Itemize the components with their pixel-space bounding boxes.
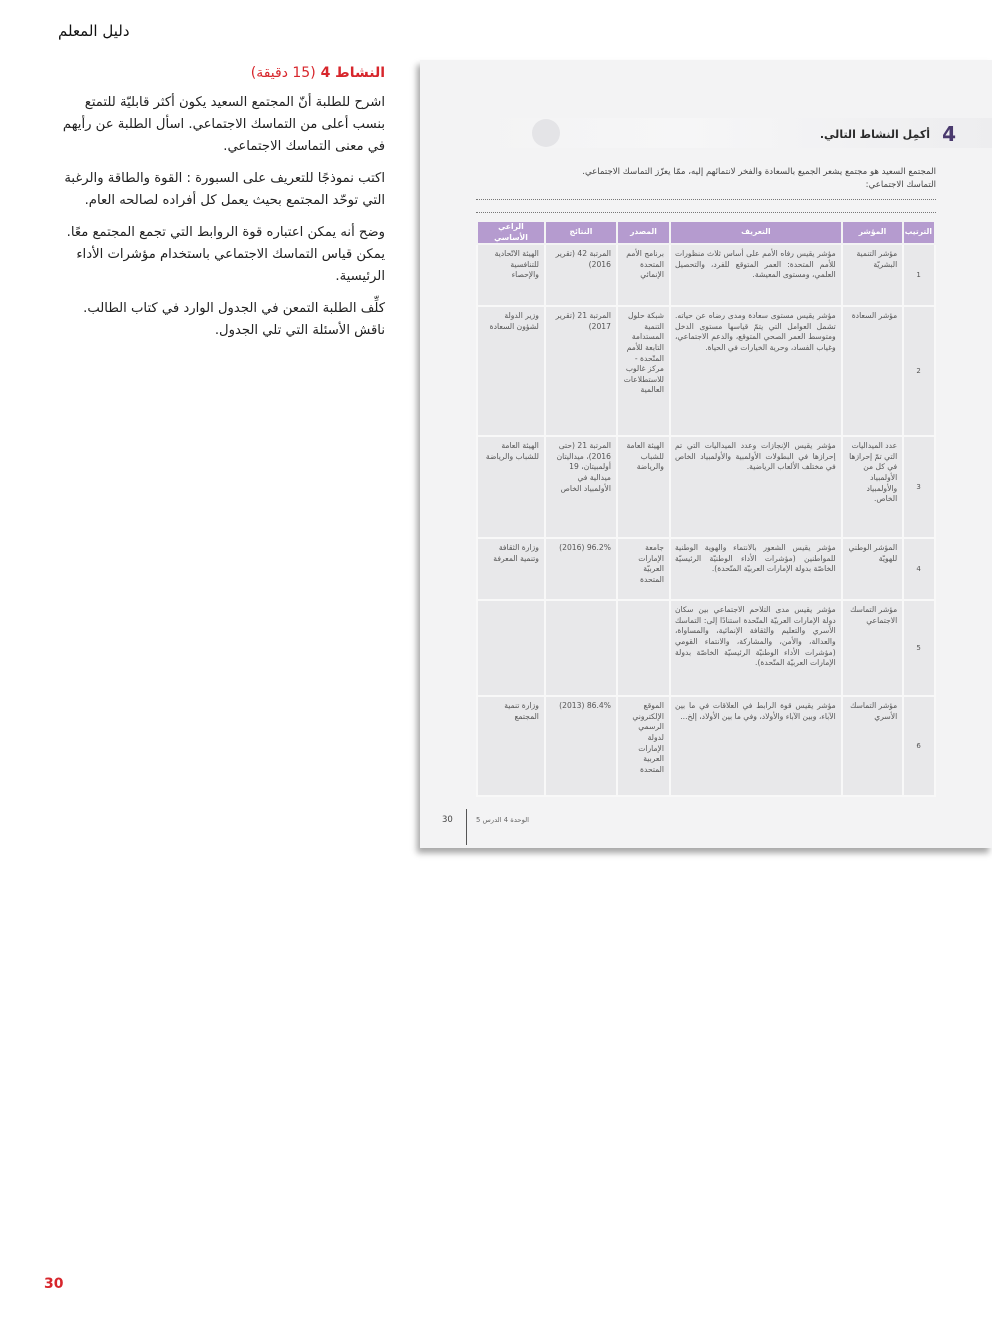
cell-definition: مؤشر يقيس مستوى سعادة ومدى رضاه عن حياته. تشمل العوامل التي يتمّ قياسها مستوى الدخل ومتوسط العمر الصحي المتوقع، والدعم الاجتماعي، وغياب الفساد، وحرية الخيارات في الحياة. (670, 306, 842, 436)
book-activity-number: 4 (942, 122, 956, 146)
cell-rank: 1 (903, 244, 935, 306)
cell-sponsor: وزارة تنمية المجتمع (477, 696, 545, 796)
book-page-number: 30 (442, 815, 453, 825)
cell-definition: مؤشر يقيس رفاه الأمم على أساس ثلاث منظورات للأمم المتحدة: العمر المتوقع للفرد، والتحصيل العلمي، ومستوى المعيشة. (670, 244, 842, 306)
cell-result: المرتبة 42 (تقرير 2016) (545, 244, 617, 306)
cell-source: شبكة حلول التنمية المستدامة التابعة للأمم المتّحدة - مركز غالوب للاستطلاعات العالمية (617, 306, 670, 436)
cell-source (617, 600, 670, 696)
activity-label: النشاط 4 (320, 65, 385, 81)
header-definition: التعريف (670, 221, 842, 244)
table-row (477, 244, 935, 306)
footer-divider (466, 809, 467, 845)
cell-definition: مؤشر يقيس الإنجازات وعدد الميداليات التي تم إحرازها في البطولات الأولمبية والأولمبياد الخاص في مختلف الألعاب الرياضية. (670, 436, 842, 538)
cell-rank: 5 (903, 600, 935, 696)
cell-result: المرتبة 21 (تقرير 2017) (545, 306, 617, 436)
table-row (477, 600, 935, 696)
cell-sponsor: وزارة الثقافة وتنمية المعرفة (477, 538, 545, 600)
indicators-table (476, 220, 936, 797)
cell-indicator: المؤشر الوطني للهويّة (842, 538, 903, 600)
book-footer (442, 815, 530, 825)
dotted-line (476, 212, 936, 213)
cell-source: الهيئة العامة للشباب والرياضة (617, 436, 670, 538)
cell-rank: 4 (903, 538, 935, 600)
cell-indicator: عدد الميداليات التي تمّ إحرازها في كل من الأولمبياد والأولمبياد الخاص. (842, 436, 903, 538)
cell-result: المرتبة 21 (حتى 2016)، ميداليتان أولمبيتان، 19 ميدالية في الأولمبياد الخاص (545, 436, 617, 538)
page-number: 30 (44, 1276, 64, 1292)
cell-indicator: مؤشر السعادة (842, 306, 903, 436)
activity-duration: (15 دقيقة) (250, 65, 316, 81)
table-row (477, 436, 935, 538)
note-paragraph: اكتب نموذجًا للتعريف على السبورة : القوة والطاقة والرغبة التي توحّد المجتمع بحيث يعمل كل أفراده لصالحه العام. (64, 171, 385, 208)
cell-indicator: مؤشر التنمية البشريّة (842, 244, 903, 306)
header-indicator: المؤشر (842, 221, 903, 244)
cell-rank: 6 (903, 696, 935, 796)
header-rank: الترتيب (903, 221, 935, 244)
table-row (477, 696, 935, 796)
cell-definition: مؤشر يقيس الشعور بالانتماء والهوية الوطنية للمواطنين (مؤشرات الأداء الوطنيّة الرئيسيّة الخاصّة بدولة الإمارات العربيّة المتّحدة). (670, 538, 842, 600)
guide-title: دليل المعلم (58, 22, 130, 40)
cell-sponsor: الهيئة الاتّحادية للتنافسية والإحصاء (477, 244, 545, 306)
note-paragraph: وضح أنه يمكن اعتباره قوة الروابط التي تجمع المجتمع معًا. يمكن قياس التماسك الاجتماعي باستخدام مؤشرات الأداء الرئيسية. (66, 225, 385, 284)
cell-result (545, 600, 617, 696)
dotted-line (476, 199, 936, 200)
cell-sponsor (477, 600, 545, 696)
cell-source: جامعة الإمارات العربيّة المتحدة (617, 538, 670, 600)
note-paragraph: كلِّف الطلبة التمعن في الجدول الوارد في كتاب الطالب. ناقش الأسئلة التي تلي الجدول. (83, 301, 385, 338)
cell-rank: 3 (903, 436, 935, 538)
cell-source: الموقع الإلكتروني الرسمي لدولة الإمارات العربية المتحدة (617, 696, 670, 796)
table-row (477, 306, 935, 436)
band-circle-decoration (532, 119, 560, 147)
cell-definition: مؤشر يقيس مدى التلاحم الاجتماعي بين سكان دولة الإمارات العربيّة المتّحدة استنادًا إلى: التماسك الأسري والتعليم والثقافة الإنمائية، والمساواة، والعدالة، والأمن، والمشاركة، والانتماء القومي (مؤشرات الأداء الوطنيّة الرئيسيّة الخاصّة بدولة الإمارات العربيّة المتّحدة). (670, 600, 842, 696)
table-row (477, 538, 935, 600)
activity-heading (60, 62, 385, 84)
book-activity-title: أكمِل النشاط التالي. (819, 128, 930, 141)
table-header-row (477, 221, 935, 244)
header-sponsor: الراعي الأساسي (477, 221, 545, 244)
book-intro-text: المجتمع السعيد هو مجتمع يشعر الجميع بالسعادة والفخر لانتمائهم إليه، ممّا يعزّز التماسك الاجتماعي. التماسك الاجتماعي: (582, 167, 936, 190)
cell-indicator: مؤشر التماسك الأسري (842, 696, 903, 796)
cell-indicator: مؤشر التماسك الاجتماعي (842, 600, 903, 696)
teacher-notes (60, 62, 385, 352)
header-source: المصدر (617, 221, 670, 244)
cell-sponsor: وزير الدولة لشؤون السعادة (477, 306, 545, 436)
cell-source: برنامج الأمم المتحدة الإنمائي (617, 244, 670, 306)
note-paragraph: اشرح للطلبة أنّ المجتمع السعيد يكون أكثر قابليّة للتمتع بنسب أعلى من التماسك الاجتماعي. اسأل الطلبة عن رأيهم في معنى التماسك الاجتماعي. (62, 95, 385, 154)
cell-rank: 2 (903, 306, 935, 436)
cell-sponsor: الهيئة العامة للشباب والرياضة (477, 436, 545, 538)
cell-result: 96.2% (2016) (545, 538, 617, 600)
cell-result: 86.4% (2013) (545, 696, 617, 796)
header-result: النتائج (545, 221, 617, 244)
cell-definition: مؤشر يقيس قوة الرابط في العلاقات في ما بين الآباء، وبين الآباء والأولاد، وفي ما بين الأولاد، إلخ... (670, 696, 842, 796)
student-book-page (420, 60, 992, 848)
book-unit-lesson: الوحدة 4 الدرس 5 (476, 816, 530, 824)
